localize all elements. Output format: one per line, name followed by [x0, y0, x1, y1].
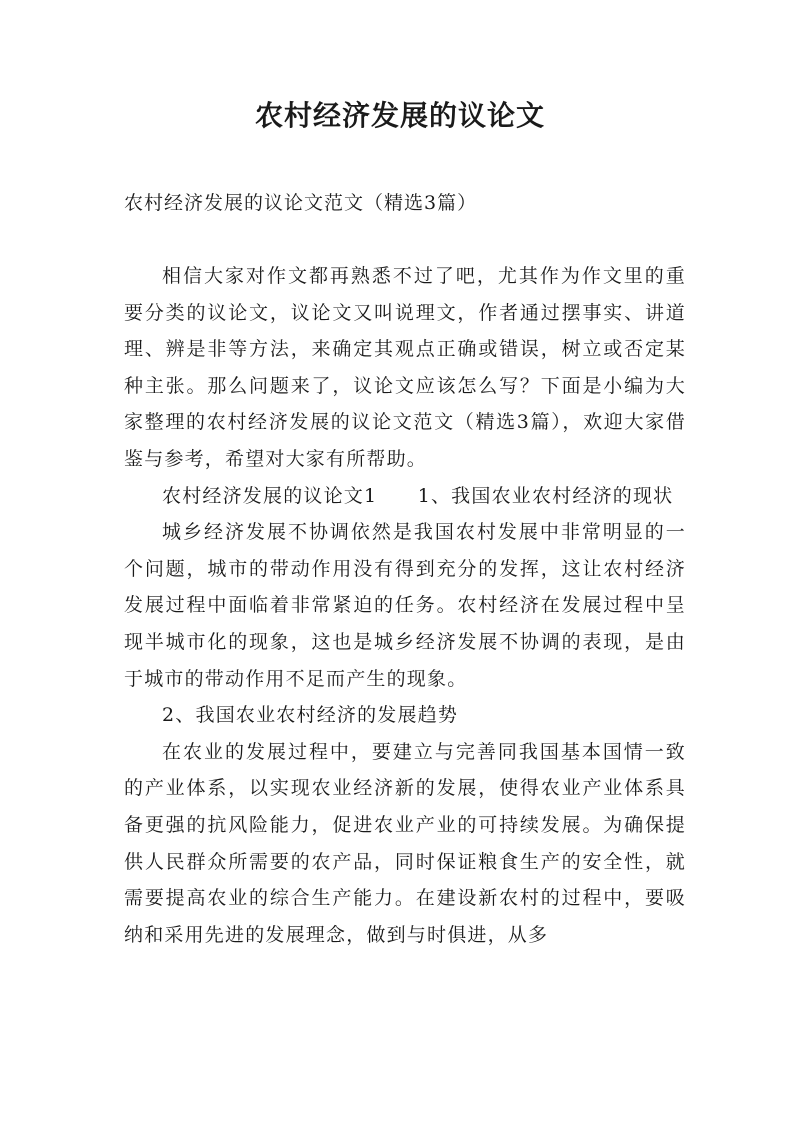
paragraph-status: 城乡经济发展不协调依然是我国农村发展中非常明显的一个问题，城市的带动作用没有得到充分的发挥，这让农村经济发展过程中面临着非常紧迫的任务。农村经济在发展过程中呈现半城市化的现象，这也是城乡经济发展不协调的表现，是由于城市的带动作用不足而产生的现象。 [124, 521, 686, 690]
document-body [124, 258, 686, 953]
paragraph-section-1-heading: 农村经济发展的议论文1 1、我国农业农村经济的现状 [162, 484, 674, 507]
paragraph-intro: 相信大家对作文都再熟悉不过了吧，尤其作为作文里的重要分类的议论文，议论文又叫说理文，作者通过摆事实、讲道理、辨是非等方法，来确定其观点正确或错误，树立或否定某种主张。那么问题来了，议论文应该怎么写？下面是小编为大家整理的农村经济发展的议论文范文（精选3篇），欢迎大家借鉴与参考，希望对大家有所帮助。 [124, 265, 686, 470]
document-subtitle: 农村经济发展的议论文范文（精选3篇） [124, 192, 478, 214]
paragraph-section-2-heading: 2、我国农业农村经济的发展趋势 [162, 704, 459, 727]
document-title: 农村经济发展的议论文 [254, 99, 545, 132]
paragraph-trend: 在农业的发展过程中，要建立与完善同我国基本国情一致的产业体系，以实现农业经济新的发展，使得农业产业体系具备更强的抗风险能力，促进农业产业的可持续发展。为确保提供人民群众所需要的农产品，同时保证粮食生产的安全性，就需要提高农业的综合生产能力。在建设新农村的过程中，要吸纳和采用先进的发展理念，做到与时俱进，从多 [124, 740, 686, 946]
